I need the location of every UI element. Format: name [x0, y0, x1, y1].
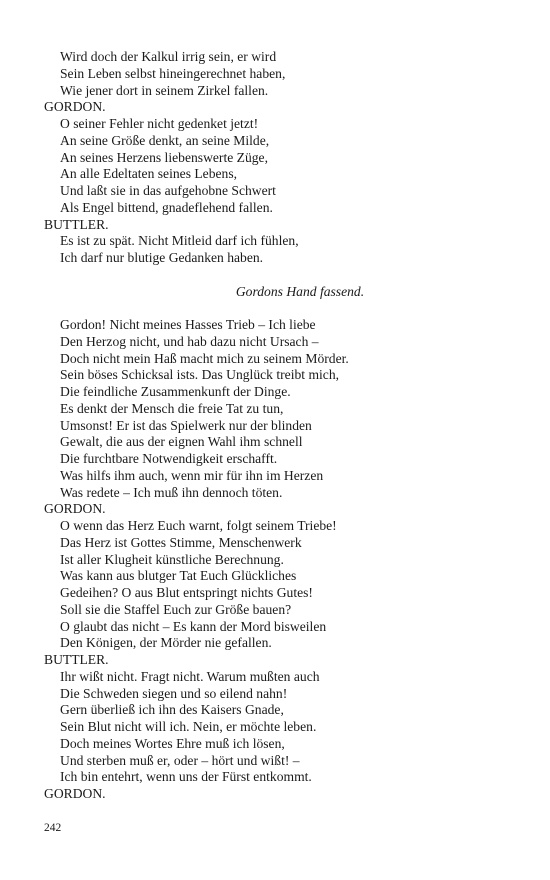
verse-line: Es denkt der Mensch die freie Tat zu tun, — [60, 400, 284, 416]
text-block-2 — [44, 317, 524, 803]
verse-line: O glaubt das nicht – Es kann der Mord bisweilen — [60, 618, 327, 634]
verse-line: Und sterben muß er, oder – hört und wißt! – — [60, 752, 300, 768]
verse-line: Ihr wißt nicht. Fragt nicht. Warum mußten auch — [60, 668, 320, 684]
verse-line: Ich darf nur blutige Gedanken haben. — [60, 250, 264, 265]
verse-line: Das Herz ist Gottes Stimme, Menschenwerk — [60, 534, 302, 550]
verse-line: Ist aller Klugheit künstliche Berechnung. — [60, 551, 284, 567]
verse-line: Umsonst! Er ist das Spielwerk nur der blinden — [60, 417, 312, 433]
page-number: 242 — [44, 822, 62, 834]
verse-line: Den Königen, der Mörder nie gefallen. — [60, 635, 272, 651]
verse-line: Es ist zu spät. Nicht Mitleid darf ich fühlen, — [60, 233, 299, 249]
verse-line: Ich bin entehrt, wenn uns der Fürst entkommt. — [60, 769, 312, 785]
text-page — [44, 49, 524, 803]
verse-line: Die feindliche Zusammenkunft der Dinge. — [60, 384, 291, 399]
verse-line: Soll sie die Staffel Euch zur Größe bauen? — [60, 601, 292, 617]
verse-line: Doch meines Wortes Ehre muß ich lösen, — [60, 735, 285, 751]
speaker-name: GORDON. — [44, 786, 106, 801]
speaker-name: BUTTLER. — [44, 216, 109, 232]
verse-line: Gern überließ ich ihn des Kaisers Gnade, — [60, 702, 284, 718]
stage-direction: Gordons Hand fassend. — [235, 283, 365, 299]
verse-line: Als Engel bittend, gnadeflehend fallen. — [60, 199, 273, 215]
verse-line: Gewalt, die aus der eignen Wahl ihm schnell — [60, 434, 303, 450]
verse-line: Und laßt sie in das aufgehobne Schwert — [60, 183, 276, 198]
text-block-1 — [44, 49, 524, 267]
verse-line: Wie jener dort in seinem Zirkel fallen. — [60, 82, 269, 98]
verse-line: Was kann aus blutger Tat Euch Glückliches — [60, 568, 297, 584]
verse-line: Wird doch der Kalkul irrig sein, er wird — [60, 49, 277, 64]
speaker-name: BUTTLER. — [44, 652, 109, 667]
verse-line: Sein Leben selbst hineingerechnet haben, — [60, 65, 286, 81]
verse-line: O wenn das Herz Euch warnt, folgt seinem Triebe! — [60, 518, 337, 533]
verse-line: Sein Blut nicht will ich. Nein, er möchte leben. — [60, 719, 317, 734]
verse-line: Die Schweden siegen und so eilend nahn! — [60, 685, 288, 701]
verse-line: Sein böses Schicksal ists. Das Unglück treibt mich, — [60, 367, 340, 383]
verse-line: Gordon! Nicht meines Hasses Trieb – Ich liebe — [60, 317, 316, 332]
speaker-name: GORDON. — [44, 501, 106, 517]
speaker-name: GORDON. — [44, 99, 106, 115]
verse-line: An seine Größe denkt, an seine Milde, — [60, 132, 270, 148]
verse-line: Was redete – Ich muß ihn dennoch töten. — [60, 484, 283, 500]
verse-line: An seines Herzens liebenswerte Züge, — [60, 149, 268, 165]
verse-line: Doch nicht mein Haß macht mich zu seinem Mörder. — [60, 350, 349, 366]
verse-line: O seiner Fehler nicht gedenket jetzt! — [60, 116, 259, 131]
verse-line: Den Herzog nicht, und hab dazu nicht Ursach – — [60, 333, 319, 349]
verse-line: Was hilfs ihm auch, wenn mir für ihn im Herzen — [60, 467, 324, 483]
verse-line: Gedeihen? O aus Blut entspringt nichts Gutes! — [60, 585, 313, 600]
verse-line: An alle Edeltaten seines Lebens, — [60, 166, 238, 182]
verse-line: Die furchtbare Notwendigkeit erschafft. — [60, 451, 278, 466]
